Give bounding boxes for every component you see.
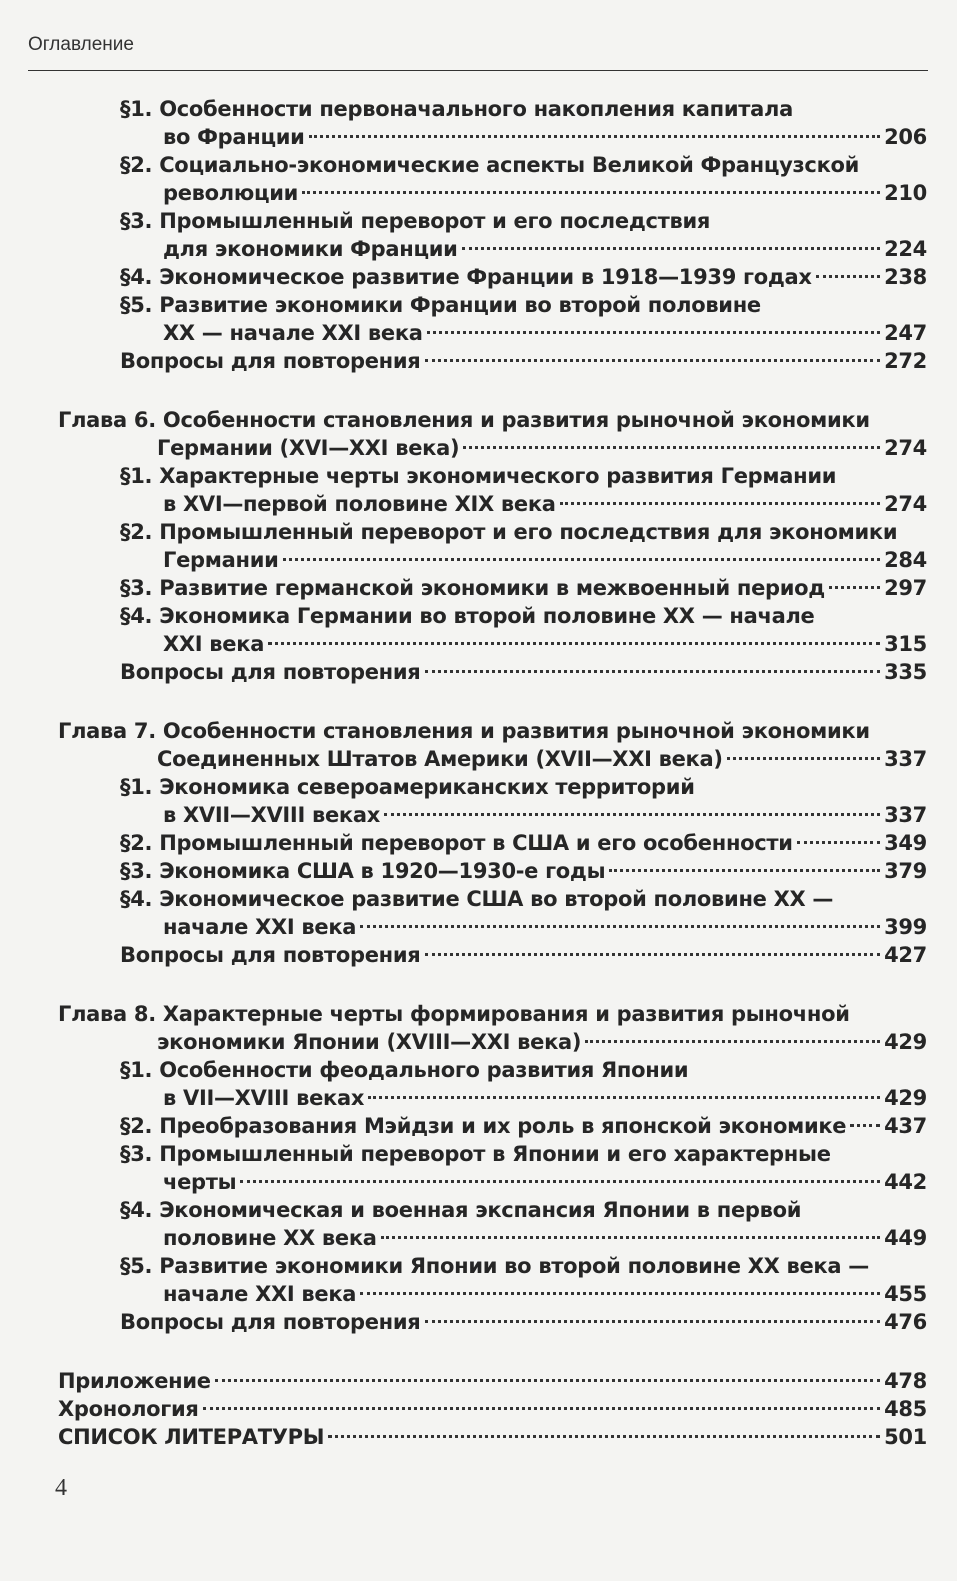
toc-entry[interactable] [0,1000,957,1056]
toc-entry-title: Приложение [58,1369,211,1393]
toc-entry[interactable] [0,207,957,263]
toc-entry-title-line1: §4. Экономическое развитие США во второй половине XX — [120,887,834,911]
toc-entry-page-number: 315 [884,632,927,656]
toc-entry-page-number: 501 [884,1425,927,1449]
toc-entry-title: §2. Преобразования Мэйдзи и их роль в японской экономике [120,1114,847,1138]
header-rule [28,70,928,71]
toc-entry[interactable] [0,1308,957,1336]
toc-entry-title: СПИСОК ЛИТЕРАТУРЫ [58,1425,325,1449]
toc-entry-page-number: 455 [884,1282,927,1306]
toc-entry-title-line1: §5. Развитие экономики Франции во второй половине [120,293,761,317]
toc-entry-page-number: 297 [884,576,927,600]
toc-entry-title-line1: §1. Экономика североамериканских территорий [120,775,695,799]
dot-leader [360,1292,880,1295]
toc-entry-title-line1: §3. Промышленный переворот в Японии и его характерные [120,1142,831,1166]
toc-entry[interactable] [0,857,957,885]
toc-entry-title: XX — начале XXI века [163,321,423,345]
dot-leader [360,925,880,928]
toc-entry[interactable] [0,518,957,574]
dot-leader [384,813,880,816]
toc-entry-page-number: 210 [884,181,927,205]
dot-leader [609,869,880,872]
toc-entry-title: половине XX века [163,1226,377,1250]
dot-leader [309,135,881,138]
toc-entry-title: Германии [163,548,279,572]
toc-entry-page-number: 238 [884,265,927,289]
toc-entry[interactable] [0,1423,957,1451]
toc-entry-title-line1: Глава 8. Характерные черты формирования и развития рыночной [58,1002,850,1026]
dot-leader [585,1040,880,1043]
toc-entry-title-line1: §2. Социально-экономические аспекты Великой Французской [120,153,860,177]
toc-entry[interactable] [0,462,957,518]
dot-leader [727,757,880,760]
dot-leader [302,191,880,194]
toc-entry-page-number: 206 [884,125,927,149]
toc-entry-title: в VII—XVIII веках [163,1086,365,1110]
toc-entry[interactable] [0,406,957,462]
toc-entry-title-line1: Глава 7. Особенности становления и развития рыночной экономики [58,719,870,743]
toc-entry-page-number: 224 [884,237,927,261]
toc-entry[interactable] [0,291,957,347]
dot-leader [427,331,880,334]
toc-entry-title: Германии (XVI—XXI века) [157,436,460,460]
toc-entry-page-number: 272 [884,349,927,373]
toc-entry-page-number: 247 [884,321,927,345]
dot-leader [462,247,880,250]
toc-entry-title-line1: §5. Развитие экономики Японии во второй половине XX века — [120,1254,869,1278]
toc-entry[interactable] [0,1056,957,1112]
dot-leader [829,586,880,589]
toc-entry-page-number: 478 [884,1369,927,1393]
toc-entry-title-line1: §1. Особенности первоначального накопления капитала [120,97,793,121]
toc-entry[interactable] [0,1252,957,1308]
toc-entry-title-line1: §1. Особенности феодального развития Японии [120,1058,689,1082]
toc-entry-title: XXI века [163,632,265,656]
toc-entry[interactable] [0,1112,957,1140]
toc-entry-title: Хронология [58,1397,199,1421]
toc-entry-page-number: 284 [884,548,927,572]
toc-entry-title: §4. Экономическое развитие Франции в 1918—1939 годах [120,265,812,289]
running-header: Оглавление [28,34,134,55]
dot-leader [463,446,880,449]
toc-entry-title-line1: §4. Экономическая и военная экспансия Японии в первой [120,1198,802,1222]
dot-leader [816,275,880,278]
toc-entry-title: Соединенных Штатов Америки (XVII—XXI века) [157,747,723,771]
toc-entry-page-number: 274 [884,492,927,516]
toc-entry-title: в XVII—XVIII веках [163,803,380,827]
toc-entry[interactable] [0,1395,957,1423]
dot-leader [328,1435,880,1438]
section-gap [0,686,957,717]
toc-entry-title: в XVI—первой половине XIX века [163,492,556,516]
toc-entry-page-number: 379 [884,859,927,883]
toc-entry-title: для экономики Франции [163,237,458,261]
toc-entry-page-number: 427 [884,943,927,967]
toc-entry[interactable] [0,1140,957,1196]
toc-entry-page-number: 335 [884,660,927,684]
dot-leader [425,670,881,673]
toc-entry-title: Вопросы для повторения [120,943,421,967]
dot-leader [560,502,880,505]
toc-entry[interactable] [0,347,957,375]
toc-entry-page-number: 337 [884,747,927,771]
dot-leader [240,1180,880,1183]
toc-entry[interactable] [0,885,957,941]
toc-entry-title: во Франции [163,125,305,149]
toc-entry-title: Вопросы для повторения [120,660,421,684]
toc-entry[interactable] [0,95,957,151]
dot-leader [850,1124,880,1127]
dot-leader [368,1096,880,1099]
toc-entry[interactable] [0,602,957,658]
toc-entry-title: начале XXI века [163,915,357,939]
dot-leader [283,558,881,561]
toc-entry-title: начале XXI века [163,1282,357,1306]
page-number: 4 [55,1475,67,1501]
toc-entry-page-number: 429 [884,1086,927,1110]
toc-entry-title: §3. Экономика США в 1920—1930-е годы [120,859,606,883]
toc-entry[interactable] [0,151,957,207]
toc-entry-title: §2. Промышленный переворот в США и его особенности [120,831,793,855]
toc-entry[interactable] [0,829,957,857]
toc-entry[interactable] [0,717,957,773]
toc-entry[interactable] [0,1196,957,1252]
toc-entry-title: экономики Японии (XVIII—XXI века) [157,1030,582,1054]
toc-entry-title: §3. Развитие германской экономики в межвоенный период [120,576,825,600]
toc-entry[interactable] [0,941,957,969]
dot-leader [203,1407,880,1410]
toc-entry-page-number: 274 [884,436,927,460]
dot-leader [425,953,881,956]
toc-entry-title-line1: §1. Характерные черты экономического развития Германии [120,464,837,488]
section-gap [0,969,957,1000]
toc-entry[interactable] [0,263,957,291]
dot-leader [215,1379,880,1382]
toc-entry-title-line1: Глава 6. Особенности становления и развития рыночной экономики [58,408,870,432]
toc-entry-page-number: 485 [884,1397,927,1421]
section-gap [0,1336,957,1367]
toc-entry-title: Вопросы для повторения [120,349,421,373]
toc-entry-page-number: 437 [884,1114,927,1138]
toc-entry[interactable] [0,773,957,829]
toc-entry-page-number: 337 [884,803,927,827]
toc-entry-title: Вопросы для повторения [120,1310,421,1334]
toc-entry[interactable] [0,1367,957,1395]
dot-leader [425,1320,881,1323]
dot-leader [797,841,880,844]
toc-entry-page-number: 399 [884,915,927,939]
section-gap [0,375,957,406]
toc-entry-page-number: 476 [884,1310,927,1334]
toc-entry-page-number: 449 [884,1226,927,1250]
toc-entry-title-line1: §2. Промышленный переворот и его последствия для экономики [120,520,898,544]
toc-entry-title-line1: §3. Промышленный переворот и его последствия [120,209,711,233]
dot-leader [381,1236,880,1239]
toc-entry-page-number: 429 [884,1030,927,1054]
toc-entry-title: революции [163,181,299,205]
dot-leader [268,642,880,645]
toc-entry[interactable] [0,574,957,602]
toc-entry-title: черты [163,1170,237,1194]
dot-leader [425,359,881,362]
toc-entry[interactable] [0,658,957,686]
toc-entry-title-line1: §4. Экономика Германии во второй половине XX — начале [120,604,815,628]
toc-entry-page-number: 349 [884,831,927,855]
table-of-contents [0,95,957,1451]
toc-entry-page-number: 442 [884,1170,927,1194]
